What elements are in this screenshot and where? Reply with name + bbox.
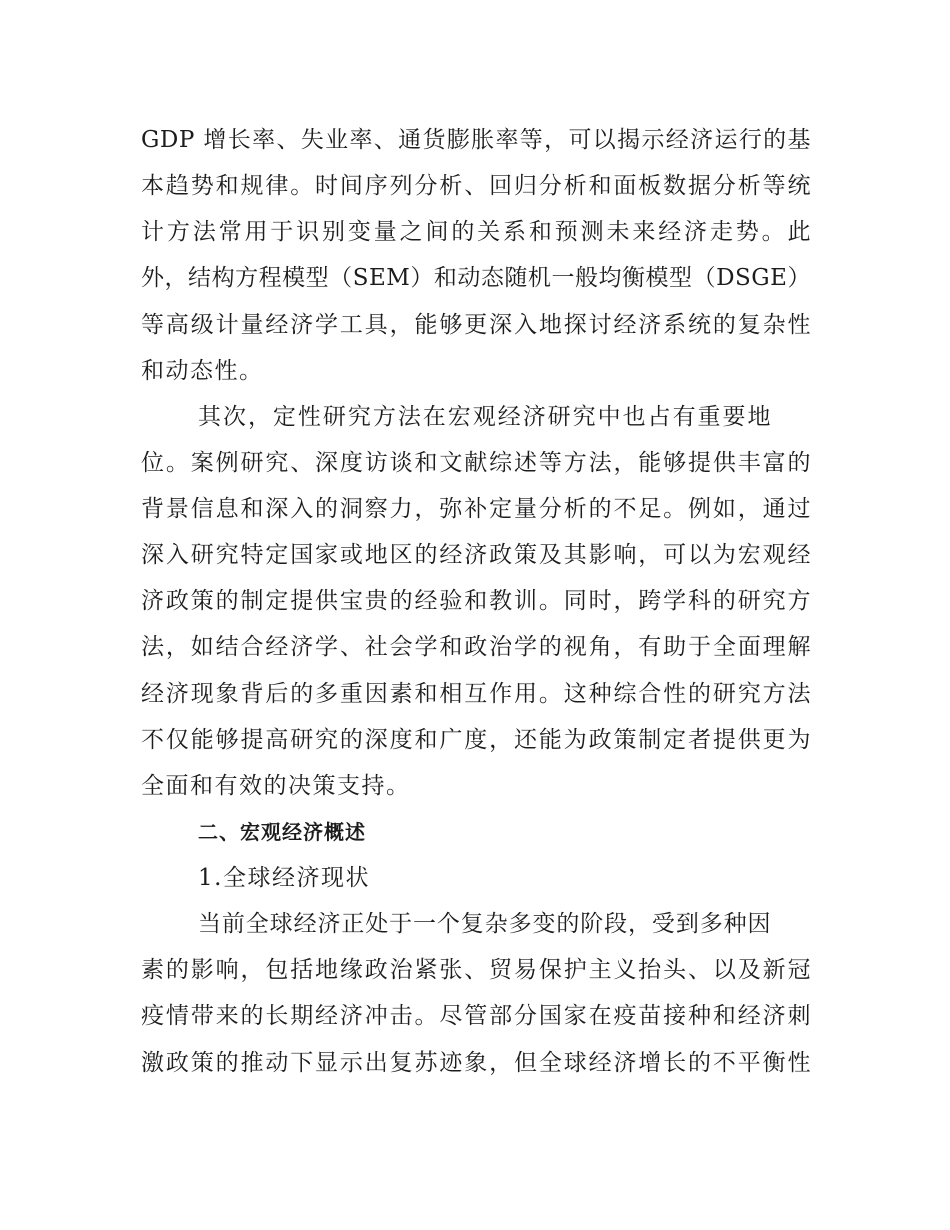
paragraph-3-line-3: 疫情带来的长期经济冲击。尽管部分国家在疫苗接种和经济刺 <box>141 1003 811 1029</box>
paragraph-2-line-4: 深入研究特定国家或地区的经济政策及其影响，可以为宏观经 <box>141 542 811 568</box>
paragraph-2-line-1: 其次，定性研究方法在宏观经济研究中也占有重要地 <box>198 404 771 430</box>
paragraph-1-line-3: 计方法常用于识别变量之间的关系和预测未来经济走势。此 <box>141 219 811 245</box>
paragraph-1-line-2: 本趋势和规律。时间序列分析、回归分析和面板数据分析等统 <box>141 173 811 199</box>
paragraph-2-line-2: 位。案例研究、深度访谈和文献综述等方法，能够提供丰富的 <box>141 450 811 476</box>
paragraph-3-line-2: 素的影响，包括地缘政治紧张、贸易保护主义抬头、以及新冠 <box>141 957 811 983</box>
paragraph-2-line-6: 法，如结合经济学、社会学和政治学的视角，有助于全面理解 <box>141 634 811 660</box>
subsection-heading: 1.全球经济现状 <box>198 865 370 891</box>
paragraph-1-line-5: 等高级计量经济学工具，能够更深入地探讨经济系统的复杂性 <box>141 312 811 338</box>
paragraph-2-line-5: 济政策的制定提供宝贵的经验和教训。同时，跨学科的研究方 <box>141 588 811 614</box>
paragraph-2-line-7: 经济现象背后的多重因素和相互作用。这种综合性的研究方法 <box>141 681 811 707</box>
paragraph-1-line-4: 外，结构方程模型（SEM）和动态随机一般均衡模型（DSGE） <box>141 265 811 291</box>
paragraph-2-line-8: 不仅能够提高研究的深度和广度，还能为政策制定者提供更为 <box>141 727 811 753</box>
paragraph-3-line-1: 当前全球经济正处于一个复杂多变的阶段，受到多种因 <box>198 911 771 937</box>
section-heading: 二、宏观经济概述 <box>198 820 366 844</box>
paragraph-1-line-1: GDP 增长率、失业率、通货膨胀率等，可以揭示经济运行的基 <box>141 127 811 153</box>
paragraph-2-line-3: 背景信息和深入的洞察力，弥补定量分析的不足。例如，通过 <box>141 496 811 522</box>
paragraph-3-line-4: 激政策的推动下显示出复苏迹象，但全球经济增长的不平衡性 <box>141 1050 811 1076</box>
paragraph-1-line-6: 和动态性。 <box>141 358 264 384</box>
paragraph-2-line-9: 全面和有效的决策支持。 <box>141 773 411 799</box>
